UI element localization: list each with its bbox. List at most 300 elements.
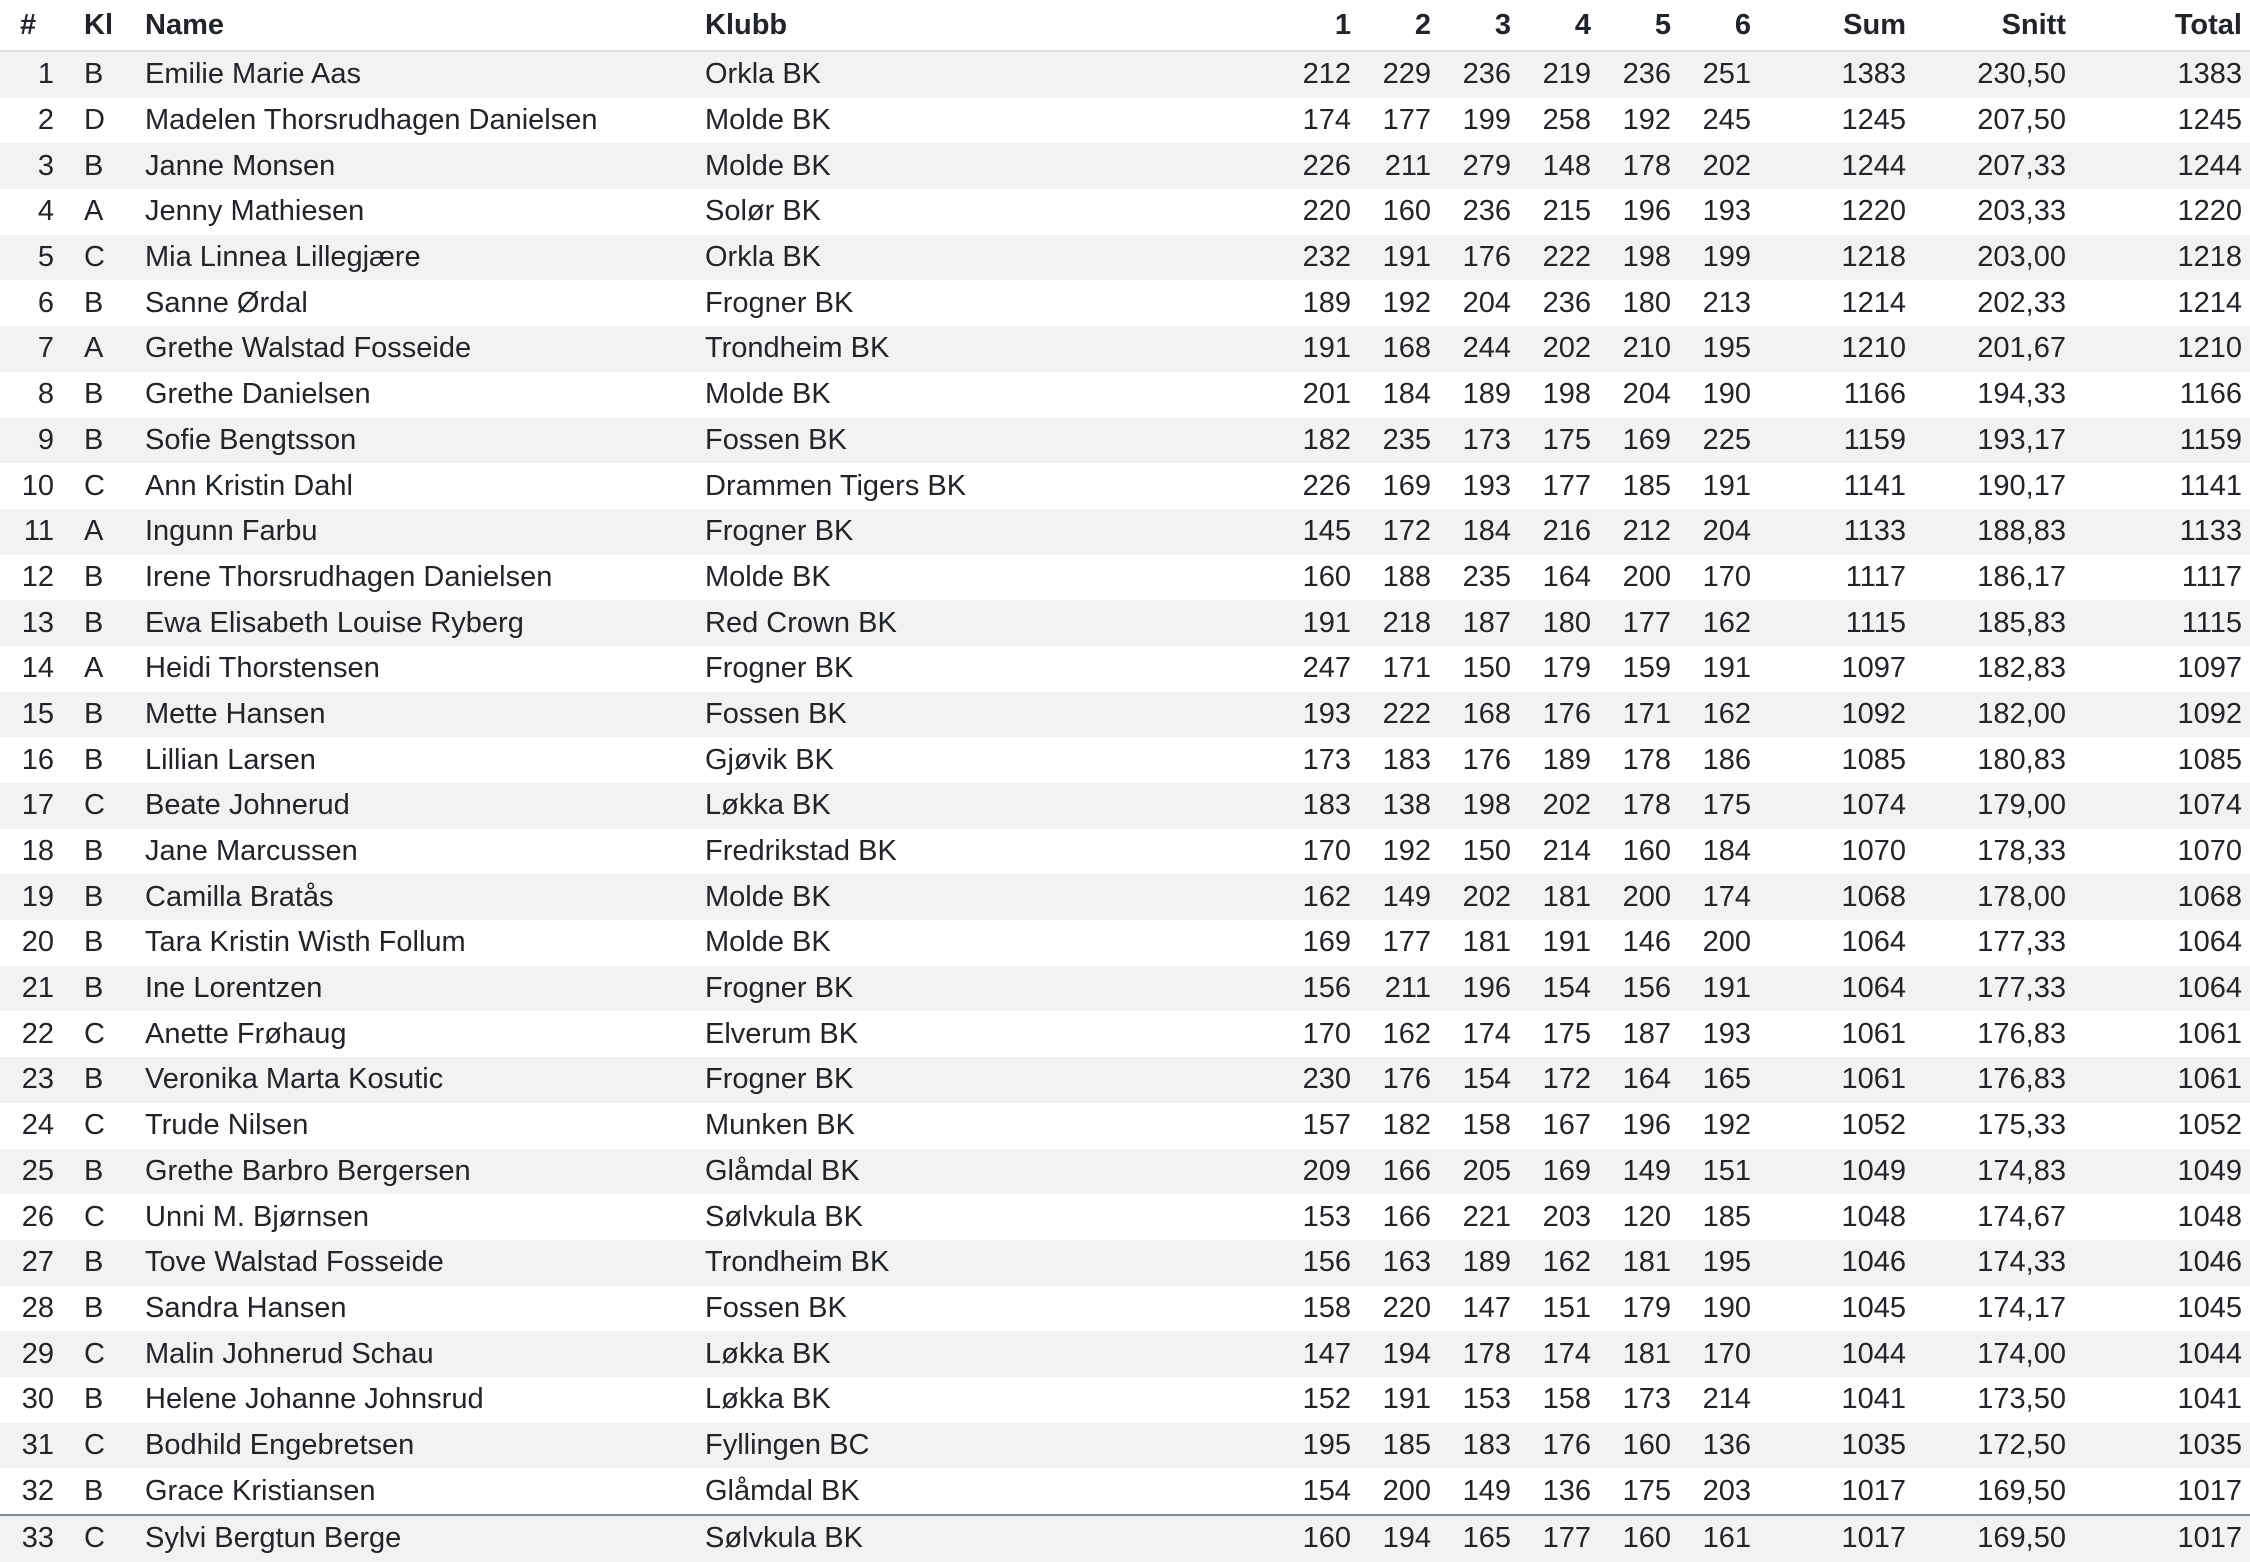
cell-class: B bbox=[84, 1474, 104, 1507]
table-row bbox=[0, 463, 2250, 509]
cell-club: Fossen BK bbox=[697, 418, 1157, 464]
cell-rank: 6 bbox=[37, 286, 54, 319]
cell-game-3: 189 bbox=[1462, 378, 1511, 411]
cell-average: 186,17 bbox=[1977, 560, 2066, 593]
cell-game-6: 199 bbox=[1679, 235, 1759, 281]
cell-game-1: 189 bbox=[1302, 286, 1351, 319]
cell-game-5: 175 bbox=[1622, 1474, 1671, 1507]
cell-game-2: 166 bbox=[1359, 1149, 1439, 1195]
cell-game-2: 235 bbox=[1359, 418, 1439, 464]
cell-average: 175,33 bbox=[1977, 1109, 2066, 1142]
cell-rank: 21 bbox=[0, 966, 62, 1012]
cell-game-4: 216 bbox=[1519, 509, 1599, 555]
cell-club: Fyllingen BC bbox=[697, 1423, 1157, 1469]
cell-game-3: 150 bbox=[1462, 652, 1511, 685]
cell-class: A bbox=[84, 195, 104, 228]
cell-sum: 1210 bbox=[1759, 326, 1914, 372]
cell-average: 177,33 bbox=[1914, 966, 2074, 1012]
table-row bbox=[0, 1423, 2250, 1469]
cell-game-1: 183 bbox=[1157, 783, 1359, 829]
cell-name: Madelen Thorsrudhagen Danielsen bbox=[145, 104, 598, 137]
cell-class: C bbox=[62, 783, 137, 829]
cell-game-3: 193 bbox=[1462, 469, 1511, 502]
table-row bbox=[0, 418, 2250, 464]
cell-sum: 1061 bbox=[1841, 1017, 1906, 1050]
cell-average: 194,33 bbox=[1977, 378, 2066, 411]
cell-name: Camilla Bratås bbox=[137, 874, 697, 920]
cell-class: A bbox=[62, 326, 137, 372]
cell-average: 207,33 bbox=[1914, 143, 2074, 189]
col-game-4-header[interactable]: 4 bbox=[1519, 0, 1599, 51]
cell-game-1: 191 bbox=[1157, 326, 1359, 372]
cell-game-5: 159 bbox=[1622, 652, 1671, 685]
cell-game-6: 186 bbox=[1702, 743, 1751, 776]
cell-name: Sofie Bengtsson bbox=[137, 418, 697, 464]
cell-club: Sølvkula BK bbox=[705, 1200, 863, 1233]
cell-game-2: 172 bbox=[1359, 509, 1439, 555]
cell-game-6: 190 bbox=[1702, 1291, 1751, 1324]
col-game-1-header[interactable]: 1 bbox=[1157, 0, 1359, 51]
table-row bbox=[0, 372, 2250, 418]
cell-total: 1017 bbox=[2074, 1515, 2250, 1562]
cell-club: Fredrikstad BK bbox=[705, 835, 897, 868]
cell-average: 188,83 bbox=[1914, 509, 2074, 555]
cell-sum: 1245 bbox=[1841, 104, 1906, 137]
cell-game-4: 189 bbox=[1542, 743, 1591, 776]
cell-game-4: 222 bbox=[1519, 235, 1599, 281]
cell-average: 201,67 bbox=[1914, 326, 2074, 372]
cell-average: 176,83 bbox=[1977, 1017, 2066, 1050]
cell-class: B bbox=[84, 1383, 104, 1416]
col-name-header[interactable]: Name bbox=[137, 0, 697, 51]
cell-game-4: 215 bbox=[1542, 195, 1591, 228]
cell-game-3: 236 bbox=[1462, 195, 1511, 228]
cell-sum: 1383 bbox=[1759, 51, 1914, 98]
cell-game-1: 160 bbox=[1302, 560, 1351, 593]
col-sum-header[interactable]: Sum bbox=[1759, 0, 1914, 51]
cell-sum: 1041 bbox=[1841, 1383, 1906, 1416]
cell-sum: 1061 bbox=[1759, 1057, 1914, 1103]
cell-rank: 16 bbox=[21, 743, 54, 776]
cell-sum: 1068 bbox=[1759, 874, 1914, 920]
cell-class: B bbox=[84, 835, 104, 868]
cell-total: 1061 bbox=[2177, 1017, 2242, 1050]
cell-name: Helene Johanne Johnsrud bbox=[145, 1383, 484, 1416]
cell-game-6: 191 bbox=[1679, 966, 1759, 1012]
cell-average: 203,33 bbox=[1977, 195, 2066, 228]
cell-game-4: 175 bbox=[1519, 418, 1599, 464]
table-row bbox=[0, 1468, 2250, 1515]
cell-game-4: 164 bbox=[1542, 560, 1591, 593]
cell-game-6: 162 bbox=[1679, 692, 1759, 738]
cell-game-4: 179 bbox=[1542, 652, 1591, 685]
cell-game-4: 176 bbox=[1519, 692, 1599, 738]
cell-rank: 24 bbox=[21, 1109, 54, 1142]
cell-total: 1061 bbox=[2074, 1057, 2250, 1103]
cell-average: 177,33 bbox=[1977, 926, 2066, 959]
cell-game-5: 169 bbox=[1599, 418, 1679, 464]
cell-sum: 1214 bbox=[1841, 286, 1906, 319]
cell-rank: 7 bbox=[0, 326, 62, 372]
cell-name: Bodhild Engebretsen bbox=[137, 1423, 697, 1469]
cell-club: Molde BK bbox=[697, 143, 1157, 189]
cell-name: Grace Kristiansen bbox=[145, 1474, 376, 1507]
cell-class: C bbox=[62, 1331, 137, 1377]
cell-game-1: 156 bbox=[1157, 966, 1359, 1012]
cell-sum: 1035 bbox=[1759, 1423, 1914, 1469]
cell-sum: 1074 bbox=[1759, 783, 1914, 829]
cell-total: 1383 bbox=[2074, 51, 2250, 98]
cell-name: Lillian Larsen bbox=[145, 743, 316, 776]
cell-game-5: 160 bbox=[1599, 1423, 1679, 1469]
cell-game-3: 173 bbox=[1439, 418, 1519, 464]
cell-rank: 22 bbox=[21, 1017, 54, 1050]
cell-total: 1046 bbox=[2074, 1240, 2250, 1286]
cell-game-1: 153 bbox=[1302, 1200, 1351, 1233]
cell-game-4: 258 bbox=[1542, 104, 1591, 137]
table-row bbox=[0, 1377, 2250, 1423]
cell-game-6: 193 bbox=[1702, 195, 1751, 228]
cell-game-6: 151 bbox=[1679, 1149, 1759, 1195]
cell-rank: 25 bbox=[0, 1149, 62, 1195]
cell-class: B bbox=[62, 1149, 137, 1195]
cell-game-5: 236 bbox=[1599, 51, 1679, 98]
cell-game-6: 161 bbox=[1679, 1515, 1759, 1562]
cell-class: B bbox=[62, 418, 137, 464]
cell-game-3: 183 bbox=[1439, 1423, 1519, 1469]
cell-sum: 1133 bbox=[1759, 509, 1914, 555]
cell-game-1: 191 bbox=[1157, 600, 1359, 646]
cell-game-6: 185 bbox=[1702, 1200, 1751, 1233]
cell-average: 176,83 bbox=[1914, 1057, 2074, 1103]
cell-game-6: 251 bbox=[1679, 51, 1759, 98]
cell-class: B bbox=[84, 286, 104, 319]
cell-game-1: 182 bbox=[1157, 418, 1359, 464]
cell-game-4: 148 bbox=[1519, 143, 1599, 189]
cell-game-1: 247 bbox=[1302, 652, 1351, 685]
cell-sum: 1166 bbox=[1843, 378, 1906, 411]
cell-name: Trude Nilsen bbox=[145, 1109, 309, 1142]
table-row bbox=[0, 1057, 2250, 1103]
cell-club: Løkka BK bbox=[697, 783, 1157, 829]
cell-game-1: 169 bbox=[1302, 926, 1351, 959]
cell-game-3: 187 bbox=[1439, 600, 1519, 646]
cell-game-2: 185 bbox=[1359, 1423, 1439, 1469]
cell-class: D bbox=[84, 104, 105, 137]
cell-club: Frogner BK bbox=[697, 509, 1157, 555]
cell-game-5: 187 bbox=[1622, 1017, 1671, 1050]
table-header bbox=[0, 0, 2250, 51]
table-row bbox=[0, 509, 2250, 555]
cell-game-4: 177 bbox=[1542, 469, 1591, 502]
cell-game-4: 172 bbox=[1519, 1057, 1599, 1103]
cell-average: 174,17 bbox=[1977, 1291, 2066, 1324]
cell-sum: 1045 bbox=[1841, 1291, 1906, 1324]
cell-class: C bbox=[62, 235, 137, 281]
cell-game-4: 151 bbox=[1542, 1291, 1591, 1324]
table-row bbox=[0, 600, 2250, 646]
cell-game-6: 202 bbox=[1679, 143, 1759, 189]
cell-club: Molde BK bbox=[697, 874, 1157, 920]
cell-average: 182,83 bbox=[1977, 652, 2066, 685]
cell-class: B bbox=[62, 51, 137, 98]
cell-game-6: 225 bbox=[1679, 418, 1759, 464]
cell-game-2: 176 bbox=[1359, 1057, 1439, 1103]
cell-rank: 13 bbox=[0, 600, 62, 646]
cell-game-2: 211 bbox=[1359, 966, 1439, 1012]
table-row bbox=[0, 737, 2250, 783]
cell-game-2: 229 bbox=[1359, 51, 1439, 98]
cell-rank: 31 bbox=[0, 1423, 62, 1469]
cell-game-2: 220 bbox=[1382, 1291, 1431, 1324]
cell-name: Ine Lorentzen bbox=[137, 966, 697, 1012]
cell-game-1: 201 bbox=[1302, 378, 1351, 411]
cell-class: B bbox=[62, 1057, 137, 1103]
cell-rank: 15 bbox=[0, 692, 62, 738]
cell-total: 1115 bbox=[2074, 600, 2250, 646]
cell-game-6: 190 bbox=[1702, 378, 1751, 411]
cell-name: Grethe Barbro Bergersen bbox=[137, 1149, 697, 1195]
table-row bbox=[0, 1286, 2250, 1332]
cell-name: Unni M. Bjørnsen bbox=[145, 1200, 370, 1233]
table-row bbox=[0, 1331, 2250, 1377]
cell-game-4: 214 bbox=[1542, 835, 1591, 868]
cell-total: 1070 bbox=[2177, 835, 2242, 868]
cell-game-1: 160 bbox=[1157, 1515, 1359, 1562]
cell-game-6: 191 bbox=[1702, 469, 1751, 502]
cell-sum: 1017 bbox=[1759, 1515, 1914, 1562]
cell-name: Heidi Thorstensen bbox=[145, 652, 380, 685]
cell-game-5: 185 bbox=[1622, 469, 1671, 502]
cell-club: Orkla BK bbox=[697, 51, 1157, 98]
cell-game-6: 170 bbox=[1702, 560, 1751, 593]
cell-total: 1210 bbox=[2074, 326, 2250, 372]
cell-total: 1045 bbox=[2177, 1291, 2242, 1324]
cell-game-3: 204 bbox=[1462, 286, 1511, 319]
cell-game-6: 174 bbox=[1679, 874, 1759, 920]
table-row bbox=[0, 829, 2250, 875]
cell-game-3: 147 bbox=[1462, 1291, 1511, 1324]
col-game-5-header[interactable]: 5 bbox=[1599, 0, 1679, 51]
cell-name: Sanne Ørdal bbox=[145, 286, 308, 319]
cell-class: B bbox=[62, 692, 137, 738]
cell-game-5: 178 bbox=[1622, 743, 1671, 776]
cell-game-6: 245 bbox=[1702, 104, 1751, 137]
cell-game-3: 174 bbox=[1462, 1017, 1511, 1050]
cell-rank: 5 bbox=[0, 235, 62, 281]
cell-name: Ingunn Farbu bbox=[137, 509, 697, 555]
cell-game-3: 178 bbox=[1439, 1331, 1519, 1377]
cell-game-5: 146 bbox=[1622, 926, 1671, 959]
table-row bbox=[0, 51, 2250, 98]
table-row bbox=[0, 646, 2250, 692]
cell-game-3: 149 bbox=[1462, 1474, 1511, 1507]
cell-game-1: 145 bbox=[1157, 509, 1359, 555]
col-average-header[interactable]: Snitt bbox=[1914, 0, 2074, 51]
cell-game-3: 196 bbox=[1439, 966, 1519, 1012]
cell-rank: 27 bbox=[0, 1240, 62, 1286]
cell-game-5: 196 bbox=[1622, 195, 1671, 228]
cell-name: Irene Thorsrudhagen Danielsen bbox=[145, 560, 553, 593]
col-total-header[interactable]: Total bbox=[2074, 0, 2250, 51]
cell-name: Anette Frøhaug bbox=[145, 1017, 347, 1050]
table-row bbox=[0, 143, 2250, 189]
cell-name: Tove Walstad Fosseide bbox=[137, 1240, 697, 1286]
cell-total: 1244 bbox=[2074, 143, 2250, 189]
cell-game-1: 170 bbox=[1302, 835, 1351, 868]
cell-sum: 1141 bbox=[1843, 469, 1906, 502]
cell-game-6: 192 bbox=[1702, 1109, 1751, 1142]
cell-game-1: 195 bbox=[1157, 1423, 1359, 1469]
col-rank-header[interactable]: # bbox=[0, 0, 62, 51]
cell-game-4: 136 bbox=[1542, 1474, 1591, 1507]
table-row bbox=[0, 1149, 2250, 1195]
cell-game-6: 204 bbox=[1679, 509, 1759, 555]
cell-game-4: 181 bbox=[1519, 874, 1599, 920]
cell-game-2: 169 bbox=[1382, 469, 1431, 502]
cell-game-2: 218 bbox=[1359, 600, 1439, 646]
cell-sum: 1044 bbox=[1759, 1331, 1914, 1377]
cell-rank: 14 bbox=[21, 652, 54, 685]
cell-game-2: 188 bbox=[1382, 560, 1431, 593]
cell-game-2: 138 bbox=[1359, 783, 1439, 829]
cell-game-2: 177 bbox=[1382, 926, 1431, 959]
cell-game-1: 152 bbox=[1302, 1383, 1351, 1416]
cell-class: B bbox=[84, 378, 104, 411]
cell-name: Jenny Mathiesen bbox=[145, 195, 365, 228]
cell-club: Løkka BK bbox=[697, 1331, 1157, 1377]
table-row bbox=[0, 189, 2250, 235]
cell-game-4: 198 bbox=[1542, 378, 1591, 411]
table-row bbox=[0, 1515, 2250, 1562]
cell-class: C bbox=[62, 1515, 137, 1562]
col-game-2-header[interactable]: 2 bbox=[1359, 0, 1439, 51]
cell-club: Molde BK bbox=[705, 560, 831, 593]
cell-game-6: 165 bbox=[1679, 1057, 1759, 1103]
cell-game-3: 168 bbox=[1439, 692, 1519, 738]
cell-club: Red Crown BK bbox=[697, 600, 1157, 646]
cell-game-5: 200 bbox=[1622, 560, 1671, 593]
cell-name: Sandra Hansen bbox=[145, 1291, 347, 1324]
cell-name: Veronika Marta Kosutic bbox=[137, 1057, 697, 1103]
cell-name: Beate Johnerud bbox=[137, 783, 697, 829]
cell-game-3: 205 bbox=[1439, 1149, 1519, 1195]
cell-game-4: 236 bbox=[1542, 286, 1591, 319]
cell-game-5: 156 bbox=[1599, 966, 1679, 1012]
cell-average: 169,50 bbox=[1914, 1515, 2074, 1562]
col-game-6-header[interactable]: 6 bbox=[1679, 0, 1759, 51]
cell-game-4: 176 bbox=[1519, 1423, 1599, 1469]
cell-game-3: 236 bbox=[1439, 51, 1519, 98]
cell-game-3: 221 bbox=[1462, 1200, 1511, 1233]
cell-rank: 8 bbox=[37, 378, 54, 411]
cell-class: A bbox=[84, 652, 104, 685]
cell-game-2: 162 bbox=[1382, 1017, 1431, 1050]
cell-game-4: 180 bbox=[1519, 600, 1599, 646]
cell-game-5: 164 bbox=[1599, 1057, 1679, 1103]
cell-game-4: 202 bbox=[1519, 783, 1599, 829]
cell-club: Sølvkula BK bbox=[697, 1515, 1157, 1562]
cell-average: 174,83 bbox=[1914, 1149, 2074, 1195]
cell-game-5: 149 bbox=[1599, 1149, 1679, 1195]
cell-club: Fossen BK bbox=[697, 692, 1157, 738]
cell-game-6: 203 bbox=[1702, 1474, 1751, 1507]
cell-game-2: 168 bbox=[1359, 326, 1439, 372]
cell-game-2: 166 bbox=[1382, 1200, 1431, 1233]
col-class-header[interactable]: Kl bbox=[62, 0, 137, 51]
cell-game-2: 163 bbox=[1359, 1240, 1439, 1286]
cell-game-6: 195 bbox=[1679, 1240, 1759, 1286]
cell-game-4: 158 bbox=[1542, 1383, 1591, 1416]
table-row bbox=[0, 783, 2250, 829]
cell-game-3: 189 bbox=[1439, 1240, 1519, 1286]
cell-rank: 32 bbox=[21, 1474, 54, 1507]
cell-sum: 1064 bbox=[1841, 926, 1906, 959]
cell-game-2: 194 bbox=[1359, 1331, 1439, 1377]
cell-class: C bbox=[84, 469, 105, 502]
cell-rank: 3 bbox=[0, 143, 62, 189]
cell-name: Ann Kristin Dahl bbox=[145, 469, 353, 502]
table-row bbox=[0, 1103, 2250, 1149]
cell-total: 1220 bbox=[2177, 195, 2242, 228]
cell-game-2: 222 bbox=[1359, 692, 1439, 738]
cell-sum: 1220 bbox=[1841, 195, 1906, 228]
cell-class: C bbox=[84, 1200, 105, 1233]
cell-game-5: 181 bbox=[1599, 1240, 1679, 1286]
cell-game-2: 177 bbox=[1382, 104, 1431, 137]
cell-club: Solør BK bbox=[705, 195, 822, 228]
cell-game-1: 226 bbox=[1302, 469, 1351, 502]
cell-game-4: 154 bbox=[1519, 966, 1599, 1012]
cell-game-5: 210 bbox=[1599, 326, 1679, 372]
cell-club: Frogner BK bbox=[705, 286, 854, 319]
cell-game-3: 198 bbox=[1439, 783, 1519, 829]
cell-club: Elverum BK bbox=[705, 1017, 859, 1050]
cell-game-2: 191 bbox=[1382, 1383, 1431, 1416]
cell-rank: 26 bbox=[21, 1200, 54, 1233]
cell-rank: 17 bbox=[0, 783, 62, 829]
cell-game-2: 184 bbox=[1382, 378, 1431, 411]
cell-average: 203,00 bbox=[1914, 235, 2074, 281]
cell-club: Fossen BK bbox=[705, 1291, 847, 1324]
cell-game-1: 226 bbox=[1157, 143, 1359, 189]
table-row bbox=[0, 966, 2250, 1012]
cell-club: Munken BK bbox=[705, 1109, 855, 1142]
cell-total: 1052 bbox=[2177, 1109, 2242, 1142]
cell-game-3: 235 bbox=[1462, 560, 1511, 593]
cell-class: C bbox=[84, 1109, 105, 1142]
cell-class: B bbox=[84, 926, 104, 959]
cell-game-6: 213 bbox=[1702, 286, 1751, 319]
cell-total: 1097 bbox=[2177, 652, 2242, 685]
col-club-header[interactable]: Klubb bbox=[697, 0, 1157, 51]
cell-rank: 12 bbox=[21, 560, 54, 593]
cell-game-5: 177 bbox=[1599, 600, 1679, 646]
cell-average: 207,50 bbox=[1977, 104, 2066, 137]
cell-sum: 1046 bbox=[1759, 1240, 1914, 1286]
cell-game-3: 181 bbox=[1462, 926, 1511, 959]
cell-game-2: 149 bbox=[1359, 874, 1439, 920]
cell-total: 1074 bbox=[2074, 783, 2250, 829]
cell-name: Grethe Walstad Fosseide bbox=[137, 326, 697, 372]
cell-club: Orkla BK bbox=[697, 235, 1157, 281]
col-game-3-header[interactable]: 3 bbox=[1439, 0, 1519, 51]
cell-game-5: 160 bbox=[1622, 835, 1671, 868]
cell-game-4: 175 bbox=[1542, 1017, 1591, 1050]
table-row bbox=[0, 555, 2250, 601]
cell-game-3: 244 bbox=[1439, 326, 1519, 372]
cell-class: A bbox=[62, 509, 137, 555]
